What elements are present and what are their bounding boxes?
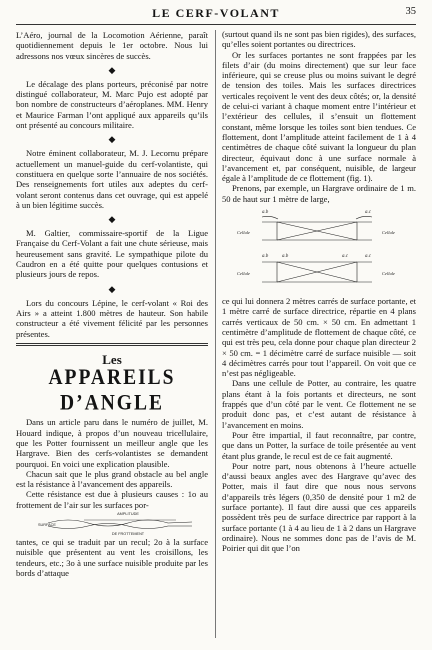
news-item-galtier: M. Galtier, commissaire-sportif de la Ligue Française du Cerf-Volant a fait une chute sérieuse, mais heureusement sans gravité. Le sympathique pilote du Caudron en a été quitte pour quelques contusions et plusieurs jours de repos. xyxy=(16,228,208,280)
section-kicker: Les xyxy=(102,352,122,368)
section-title: APPAREILS D’ANGLE xyxy=(48,366,176,416)
diamond-ornament: ◆ xyxy=(108,283,116,294)
figure-label-cellule: Cellule xyxy=(382,230,395,236)
article-paragraph: tantes, ce qui se traduit par un recul; 2o à la surface nuisible que présentent au vent les croisillons, les tendeurs, etc.; 3o à une surface nuisible produite par les bords d’attaque xyxy=(16,537,208,578)
news-item-lecornu: Notre éminent collaborateur, M. J. Lecornu prépare actuellement un manuel-guide du cerf-volantiste, qui constituera en quelque sorte l’annuaire de nos sociétés. Des renseignements fort utiles aux adeptes du cerf-volant seront contenus dans cet ouvrage, qui est appelé à un bien légitime succès. xyxy=(16,148,208,210)
column-divider xyxy=(215,30,216,638)
running-header xyxy=(16,6,416,25)
article-paragraph: ce qui lui donnera 2 mètres carrés de surface portante, et 1 mètre carré de surface directrice, répartie en 4 plans carrés verticaux de 50 cm. × 50 cm. En admettant 1 centimètre d’amplitude de flottement de chaque côté, ce qui est très peu, cela donne pour chaque plan directeur 2 × 50 cm. = 1 décimètre carré de surface nuisible — soit 4 décimètres carrés pour tout l’appareil. On voit que ce n’est pas négligeable. xyxy=(222,296,416,379)
figure-label-ac: a.c xyxy=(342,254,348,260)
section-rule xyxy=(16,345,208,346)
right-column xyxy=(222,29,416,553)
diamond-ornament: ◆ xyxy=(108,214,116,225)
figure-label-cellule: Cellule xyxy=(237,271,250,277)
diamond-ornament: ◆ xyxy=(108,64,116,75)
figure-label-cellule: Cellule xyxy=(237,230,250,236)
left-column xyxy=(16,30,208,578)
article-paragraph: Or les surfaces portantes ne sont frappées par les filets d’air (du moins directement) que sur leur face inférieure, qui se creuse plus ou moins suivant le degré de tension des toiles. Mais les surfaces directrices verticales reçoivent le vent des deux côtés; or, la densité de celui-ci variant à chaque moment entre l’intérieur et l’extérieur des cellules, il s’ensuit un flottement constant, même lorsque les toiles sont bien tendues. Ce flottement, dont l’amplitude atteint facilement de 1 à 4 centimètres de chaque côté suivant la longueur du plan directeur, équivaut donc à une surface normale à l’avancement et, par conséquent, nuisible, de largeur égale à l’amplitude de ce flottement (fig. 1). xyxy=(222,49,416,184)
figure-label-cellule: Cellule xyxy=(382,271,395,277)
news-item-aero: L’Aéro, journal de la Locomotion Aérienne, paraît quotidiennement depuis le 1er octobre. Nous lui adressons nos vœux sincères de succès. xyxy=(16,30,208,61)
article-paragraph: Dans une cellule de Potter, au contraire, les quatre plans étant à la fois portants et directeurs, ne sont frappés que d’un côté par le vent. Ce flottement ne se produit donc pas, et c’est autant de résistance à l’avancement en moins. xyxy=(222,378,416,430)
article-paragraph: Dans un article paru dans le numéro de juillet, M. Houard indique, à propos d’un nouveau tricellulaire, que les Potter fournissent un meilleur angle que les Hargrave. Bien des cerfs-volantistes se demandent pourquoi. En voici une explication plausible. xyxy=(16,417,208,469)
article-paragraph: (surtout quand ils ne sont pas bien rigides), des surfaces, qu’elles soient portantes ou directrices. xyxy=(222,29,416,50)
article-paragraph: Cette résistance est due à plusieurs causes : 1o au frottement de l’air sur les surfaces por- xyxy=(16,489,208,510)
diamond-ornament: ◆ xyxy=(108,134,116,145)
figure-label-ac: a.c xyxy=(365,210,371,216)
figure-label-ab: a.b xyxy=(282,254,289,260)
figure-cell-top xyxy=(262,216,372,240)
figure-label-amplitude: AMPLITUDE xyxy=(117,512,139,516)
news-item-lepine: Lors du concours Lépine, le cerf-volant « Roi des Airs » a atteint 1.800 mètres de hauteur. Son habile constructeur a été vivement félicité par les personnes présentes. xyxy=(16,297,208,339)
figure-cell-bottom xyxy=(262,262,372,282)
article-paragraph: Prenons, par exemple, un Hargrave ordinaire de 1 m. 50 de haut sur 1 mètre de large, xyxy=(222,183,416,204)
article-paragraph: Pour être impartial, il faut reconnaître, par contre, que dans un Potter, la surface de toile présentée au vent étant plus grande, le recul est de ce fait augmenté. xyxy=(222,429,416,461)
article-paragraph: Chacun sait que le plus grand obstacle au bel angle est la résistance à l’avancement des appareils. xyxy=(16,468,208,490)
figure-label-ac: a.c xyxy=(365,254,371,260)
figure-label-frottement: DE FROTTEMENT xyxy=(111,532,145,536)
figure-2-cells xyxy=(222,204,416,296)
section-rule xyxy=(16,343,208,344)
figure-label-ab: a.b xyxy=(262,210,269,216)
page-number: 35 xyxy=(405,6,416,17)
article-paragraph: Pour notre part, nous obtenons à l’heure actuelle d’aussi beaux angles avec des Hargrave qu’avec des Potter, mais il faut dire que nous nous servons d’appareils très légers (0,350 de densité pour 1 m2 de surface portante). Il faut dire aussi que ces appareils possèdent très peu de surface directrice par rapport à la surface portante (1 à 4 au lieu de 1 à 2 dans un Hargrave ordinaire). Nous ne sommes donc pas de l’avis de M. Poirier qui dit que l’on xyxy=(222,460,416,554)
figure-label-surface: SURFACE xyxy=(38,523,56,527)
journal-title: LE CERF-VOLANT xyxy=(152,6,280,20)
figure-1-amplitude xyxy=(16,510,208,537)
news-item-pujo: Le décalage des plans porteurs, préconisé par notre distingué collaborateur, M. Marc Pujo est adopté par bon nombre de constructeurs d’aéroplanes. MM. Henry et Maurice Farman l’ont appliqué aux appareils qu’ils ont présenté au concours militaire. xyxy=(16,78,208,131)
figure-label-ab: a.b xyxy=(262,254,269,260)
